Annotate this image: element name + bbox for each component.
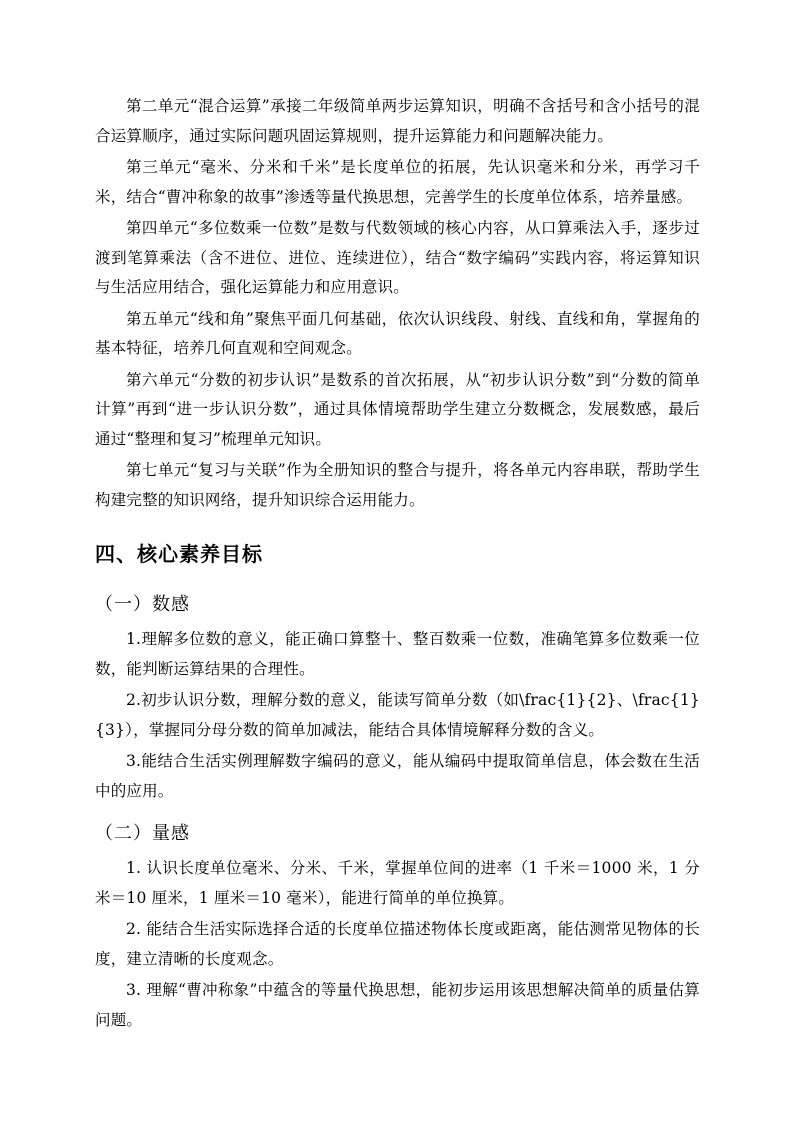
unit-3-paragraph: 第三单元“毫米、分米和千米”是长度单位的拓展，先认识毫米和分米，再学习千米，结合“曹冲称象的故事”渗透等量代换思想，完善学生的长度单位体系，培养量感。 (95, 158, 700, 206)
number-sense-item: 1.理解多位数的意义，能正确口算整十、整百数乘一位数，准确笔算多位数乘一位数，能判断运算结果的合理性。 (95, 630, 700, 678)
unit-6-paragraph: 第六单元“分数的初步认识”是数系的首次拓展，从“初步认识分数”到“分数的简单计算”再到“进一步认识分数”，通过具体情境帮助学生建立分数概念，发展数感，最后通过“整理和复习”梳理单元知识。 (95, 370, 700, 448)
measure-sense-item: 3. 理解“曹冲称象”中蕴含的等量代换思想，能初步运用该思想解决简单的质量估算问题。 (95, 981, 700, 1029)
number-sense-item: 2.初步认识分数，理解分数的意义，能读写简单分数（如\frac{1}{2}、\frac{1}{3}），掌握同分母分数的简单加减法，能结合具体情境解释分数的含义。 (95, 691, 700, 739)
unit-7-paragraph: 第七单元“复习与关联”作为全册知识的整合与提升，将各单元内容串联，帮助学生构建完整的知识网络，提升知识综合运用能力。 (95, 461, 700, 509)
subsection-heading-number-sense: （一）数感 (95, 594, 190, 615)
unit-5-paragraph: 第五单元“线和角”聚焦平面几何基础，依次认识线段、射线、直线和角，掌握角的基本特征，培养几何直观和空间观念。 (95, 309, 700, 357)
subsection-heading-measure-sense: （二）量感 (95, 823, 190, 844)
measure-sense-item: 1. 认识长度单位毫米、分米、千米，掌握单位间的进率（1 千米＝1000 米，1 分米＝10 厘米，1 厘米＝10 毫米），能进行简单的单位换算。 (95, 859, 700, 907)
section-heading-core-literacy: 四、核心素养目标 (95, 542, 263, 566)
document-page (95, 92, 700, 1037)
unit-4-paragraph: 第四单元“多位数乘一位数”是数与代数领域的核心内容，从口算乘法入手，逐步过渡到笔算乘法（含不进位、进位、连续进位），结合“数字编码”实践内容，将运算知识与生活应用结合，强化运算能力和应用意识。 (95, 219, 700, 296)
measure-sense-item: 2. 能结合生活实际选择合适的长度单位描述物体长度或距离，能估测常见物体的长度，建立清晰的长度观念。 (95, 920, 700, 968)
number-sense-item: 3.能结合生活实例理解数字编码的意义，能从编码中提取简单信息，体会数在生活中的应用。 (95, 752, 700, 800)
unit-2-paragraph: 第二单元“混合运算”承接二年级简单两步运算知识，明确不含括号和含小括号的混合运算顺序，通过实际问题巩固运算规则，提升运算能力和问题解决能力。 (95, 97, 700, 145)
